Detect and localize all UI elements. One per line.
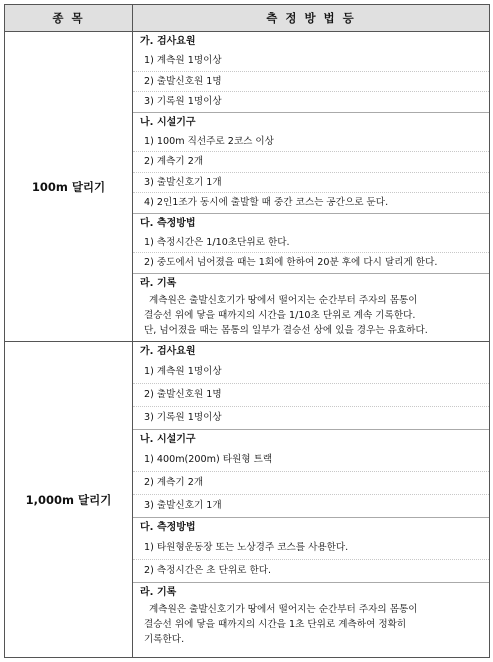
list-item: 4) 2인1조가 동시에 출발할 때 중간 코스는 공간으로 둔다.	[144, 197, 389, 208]
table-row	[5, 342, 490, 658]
record-line: 기록한다.	[144, 634, 185, 645]
section-method	[133, 214, 489, 274]
method-cell	[133, 32, 490, 342]
section-record	[133, 583, 489, 647]
section-title: 가. 검사요원	[140, 36, 196, 47]
list-item: 3) 출발신호기 1개	[133, 173, 489, 194]
section-title: 라. 기록	[140, 587, 177, 598]
header-method: 측 정 방 법 등	[133, 5, 490, 32]
section-title: 다. 측정방법	[140, 522, 196, 533]
section-staff	[133, 342, 489, 430]
section-title: 다. 측정방법	[140, 217, 196, 229]
list-item: 2) 측정시간은 초 단위로 한다.	[144, 565, 272, 576]
list-item: 1) 타원형운동장 또는 노상경주 코스를 사용한다.	[133, 537, 489, 560]
list-item: 2) 출발신호원 1명	[133, 72, 489, 93]
event-name: 100m 달리기	[5, 32, 133, 342]
record-line: 계측원은 출발신호기가 땅에서 떨어지는 순간부터 주자의 몸통이	[149, 604, 418, 615]
header-row	[5, 5, 490, 32]
list-item: 2) 출발신호원 1명	[133, 384, 489, 407]
list-item: 2) 중도에서 넘어졌을 때는 1회에 한하여 20분 후에 다시 달리게 한다.	[144, 257, 438, 268]
section-title: 나. 시설기구	[140, 116, 196, 128]
record-line: 결승선 위에 닿을 때까지의 시간을 1/10초 단위로 계속 기록한다.	[144, 309, 416, 321]
list-item: 1) 100m 직선주로 2코스 이상	[133, 132, 489, 153]
event-name: 1,000m 달리기	[5, 342, 133, 658]
list-item: 1) 측정시간은 1/10초단위로 한다.	[133, 233, 489, 254]
record-line: 결승선 위에 닿을 때까지의 시간을 1초 단위로 계측하여 정확히	[144, 619, 407, 630]
section-title: 나. 시설기구	[140, 434, 196, 445]
list-item: 2) 계측기 2개	[133, 472, 489, 495]
list-item: 1) 계측원 1명이상	[133, 361, 489, 384]
list-item: 3) 출발신호기 1개	[144, 500, 222, 511]
method-cell	[133, 342, 490, 658]
section-title: 가. 검사요원	[140, 346, 196, 357]
measurement-table	[4, 4, 490, 658]
section-method	[133, 518, 489, 583]
table-row	[5, 32, 490, 342]
list-item: 2) 계측기 2개	[133, 152, 489, 173]
section-equipment	[133, 113, 489, 214]
list-item: 1) 계측원 1명이상	[133, 51, 489, 72]
section-record	[133, 274, 489, 338]
list-item: 3) 기록원 1명이상	[144, 96, 222, 107]
section-equipment	[133, 430, 489, 518]
list-item: 3) 기록원 1명이상	[144, 412, 222, 423]
section-staff	[133, 32, 489, 113]
list-item: 1) 400m(200m) 타원형 트랙	[133, 449, 489, 472]
section-title: 라. 기록	[140, 277, 177, 289]
record-line: 계측원은 출발신호기가 땅에서 떨어지는 순간부터 주자의 몸통이	[149, 294, 418, 306]
record-line: 단, 넘어졌을 때는 몸통의 일부가 결승선 상에 있을 경우는 유효하다.	[144, 324, 428, 336]
header-event: 종 목	[5, 5, 133, 32]
